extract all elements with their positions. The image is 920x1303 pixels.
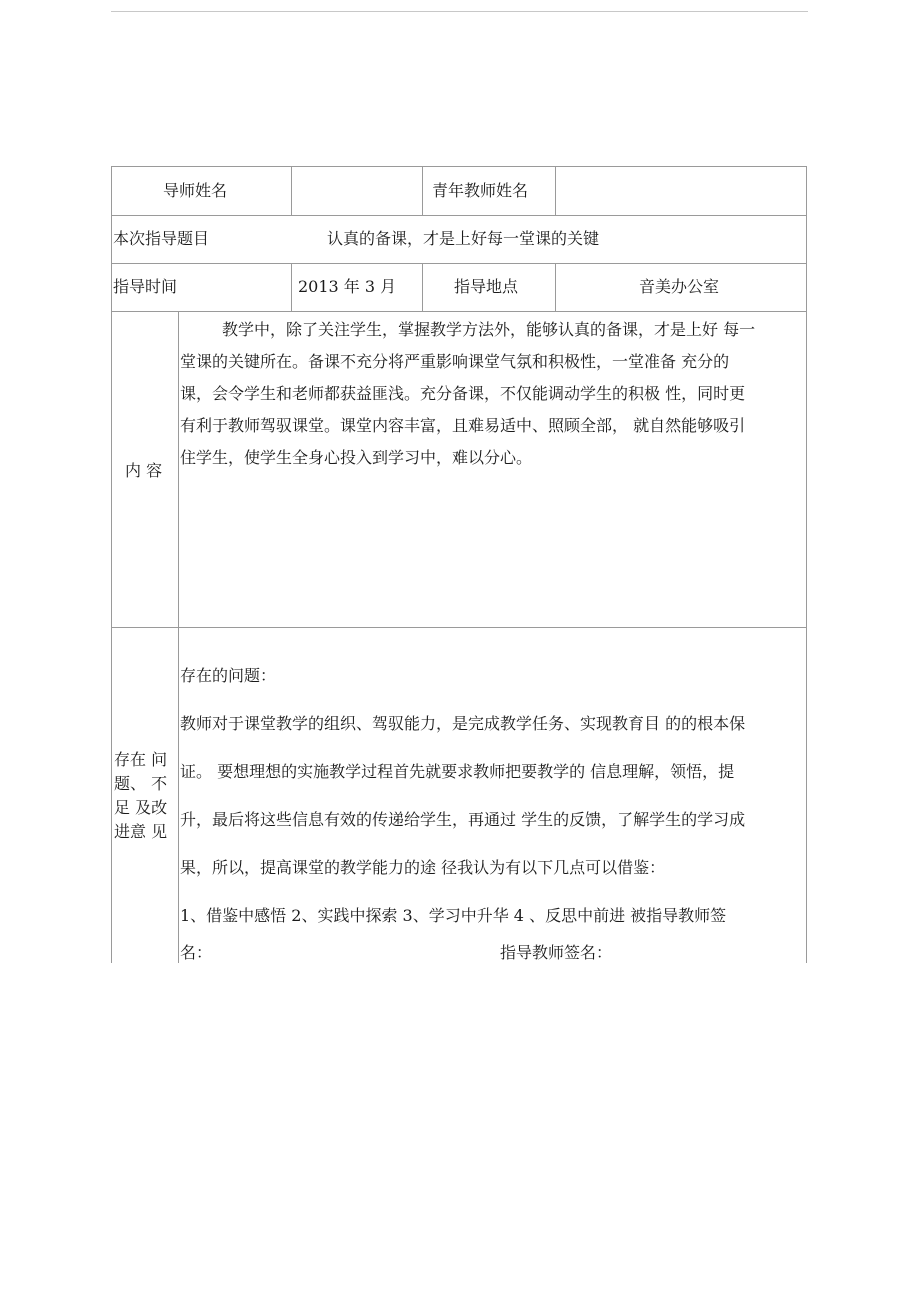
issues-label-line: 足 及改 — [114, 798, 168, 817]
issues-line: 证。 要想理想的实施教学过程首先就要求教师把要教学的 信息理解，领悟，提 — [180, 762, 735, 781]
content-label: 内 容 — [125, 461, 163, 480]
guidance-record-form — [111, 166, 807, 963]
guidance-time-value: 2013 年 3 月 — [298, 277, 397, 296]
issues-line: 果，所以，提高课堂的教学能力的途 径我认为有以下几点可以借鉴： — [180, 858, 666, 877]
grid-line — [111, 166, 112, 963]
mentor-signature-label: 指导教师签名： — [500, 943, 613, 962]
guidance-place-label: 指导地点 — [454, 277, 519, 296]
topic-label: 本次指导题目 — [113, 229, 210, 248]
issues-label-line: 存在 问 — [114, 750, 168, 769]
issues-line: 升，最后将这些信息有效的传递给学生，再通过 学生的反馈，了解学生的学习成 — [180, 810, 746, 829]
grid-line — [806, 166, 807, 963]
guidance-place-value: 音美办公室 — [639, 277, 720, 296]
issues-paragraph — [180, 652, 745, 940]
content-line: 堂课的关键所在。备课不充分将严重影响课堂气氛和积极性，一堂准备 充分的 — [180, 352, 730, 371]
page-top-rule — [111, 11, 808, 12]
grid-line — [555, 166, 556, 215]
grid-line — [422, 166, 423, 215]
grid-line — [291, 263, 292, 311]
content-line: 有利于教师驾驭课堂。课堂内容丰富，且难易适中、照顾全部， 就自然能够吸引 — [180, 416, 746, 435]
issues-label-line: 题、 不 — [114, 774, 168, 793]
mentee-signature-label: 名： — [180, 943, 213, 962]
content-line: 住学生，使学生全身心投入到学习中，难以分心。 — [180, 448, 533, 467]
grid-line — [111, 166, 807, 167]
young-teacher-name-label: 青年教师姓名 — [432, 181, 529, 200]
grid-line — [422, 263, 423, 311]
grid-line — [111, 263, 807, 264]
issues-label — [114, 748, 167, 844]
grid-line — [111, 627, 807, 628]
content-paragraph — [180, 314, 755, 474]
grid-line — [178, 311, 179, 963]
grid-line — [291, 166, 292, 215]
issues-label-line: 进意 见 — [114, 822, 168, 841]
grid-line — [111, 215, 807, 216]
content-line: 课，会令学生和老师都获益匪浅。充分备课，不仅能调动学生的积极 性，同时更 — [180, 384, 746, 403]
mentor-name-label: 导师姓名 — [163, 181, 228, 200]
content-line: 教学中，除了关注学生，掌握教学方法外，能够认真的备课，才是上好 每一 — [222, 320, 756, 339]
issues-line: 教师对于课堂教学的组织、驾驭能力，是完成教学任务、实现教育目 的的根本保 — [180, 714, 746, 733]
guidance-time-label: 指导时间 — [113, 277, 178, 296]
topic-value: 认真的备课，才是上好每一堂课的关键 — [327, 229, 600, 248]
grid-line — [555, 263, 556, 311]
issues-line: 1、借鉴中感悟 2、实践中探索 3、学习中升华 4 、反思中前进 被指导教师签 — [180, 906, 727, 925]
issues-line: 存在的问题： — [180, 666, 277, 685]
grid-line — [111, 311, 807, 312]
